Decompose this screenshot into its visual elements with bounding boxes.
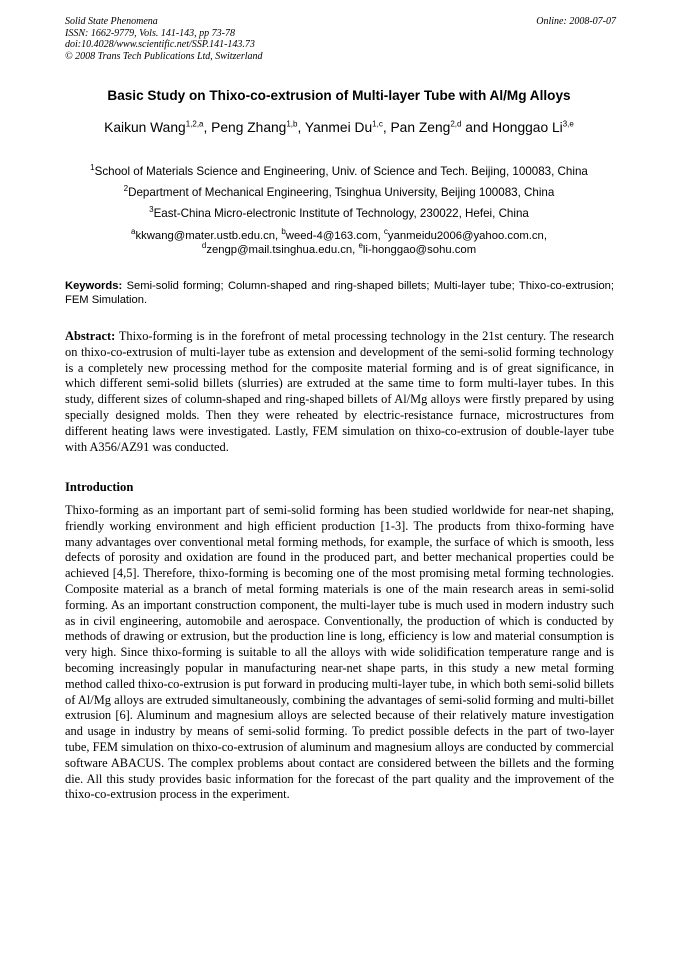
issn-line: ISSN: 1662-9779, Vols. 141-143, pp 73-78 [65, 27, 235, 39]
keywords-text: Semi-solid forming; Column-shaped and ring-shaped billets; Multi-layer tube; Thixo-co-extrusion; FEM Simulation. [65, 280, 615, 306]
abstract-label: Abstract: [65, 329, 116, 343]
affiliation-sup: 1 [90, 163, 95, 173]
affiliation-3 [20, 207, 658, 220]
doi-line: doi:10.4028/www.scientific.net/SSP.141-143.73 [65, 39, 255, 50]
author-name: Kaikun Wang [104, 120, 186, 135]
author-name: Yanmei Du [304, 120, 373, 135]
email-sup: a [131, 227, 136, 237]
journal-name: Solid State Phenomena [65, 16, 158, 27]
author-list [90, 118, 588, 138]
email-address: zengp@mail.tsinghua.edu.cn, [206, 244, 359, 256]
affiliation-sup: 2 [123, 184, 129, 194]
email-address: yanmeidu2006@yahoo.com.cn, [387, 230, 547, 242]
email-sup: d [201, 241, 207, 251]
affiliation-text: Department of Mechanical Engineering, Tsinghua University, Beijing 100083, China [128, 186, 555, 199]
author-sup: 3,e [562, 119, 574, 129]
author-sep: and [461, 120, 493, 135]
author-sep: , [382, 120, 391, 135]
affiliation-text: East-China Micro-electronic Institute of Technology, 230022, Hefei, China [153, 207, 529, 220]
email-line-1 [40, 229, 638, 243]
email-sup: e [358, 241, 363, 251]
author-sup: 2,d [450, 119, 462, 129]
email-address: kkwang@mater.ustb.edu.cn, [135, 230, 282, 242]
abstract-text: Thixo-forming is in the forefront of metal processing technology in the 21st century. The research on thixo-co-extrusion of multi-layer tube as extension and development of the semi-solid forming technology is a completely new processing method for the composite material forming and is of great significance, in which different semi-solid billets (slurries) are extruded at the same time to form multi-layer tubes. In this study, different sizes of column-shaped and ring-shaped billets of Al/Mg alloys were firstly prepared by using specially designed molds. Then they were reheated by electric-resistance furnace, microstructures from different heating laws were investigated. Lastly, FEM simulation on thixo-co-extrusion of double-layer tube with A356/AZ91 was conducted. [65, 329, 614, 454]
paper-title: Basic Study on Thixo-co-extrusion of Multi-layer Tube with Al/Mg Alloys [107, 88, 571, 103]
email-line-2 [40, 243, 638, 257]
affiliation-sup: 3 [149, 205, 154, 215]
keywords-label: Keywords: [65, 280, 123, 292]
author-sep: , [297, 120, 305, 135]
author-name: Honggao Li [492, 120, 563, 135]
affiliation-1 [20, 165, 658, 178]
author-sep: , [203, 120, 212, 135]
author-sup: 1,c [372, 119, 383, 129]
section-heading-introduction: Introduction [65, 480, 134, 494]
email-sup: c [383, 227, 388, 237]
journal-header [65, 16, 616, 62]
author-sup: 1,b [286, 119, 298, 129]
copyright-line: © 2008 Trans Tech Publications Ltd, Switzerland [65, 50, 263, 62]
abstract-block [65, 329, 614, 455]
introduction-paragraph: Thixo-forming as an important part of semi-solid forming has been studied worldwide for near-net shaping, friendly working environment and high efficient production [1-3]. The products from thixo-forming have many advantages over conventional metal forming methods, for example, the surface of which is smooth, less defects of porosity and oxidation are found in the produced part, and better mechanical properties could be achieved [4,5]. Therefore, thixo-forming is becoming one of the most promising metal forming technologies. Composite material as a branch of metal forming materials is one of the main research areas in semi-solid forming. As an important construction component, the multi-layer tube is much used in modern industry such as in civil engineering, automobile and aerospace. Conventionally, the production of which is conducted by methods of drawing or extrusion, but the production line is long, efficiency is low and material consumption is very high. Since thixo-forming is suitable to all the alloys with wide solidification temperature range and is becoming increasingly popular in manufacturing near-net shape parts, in this study a new metal forming method called thixo-co-extrusion is put forward in producing multi-layer tube, in which both semi-solid billets of Al/Mg alloys are extruded simultaneously, combining the advantages of semi-solid forming and multi-billet extrusion [6]. Aluminum and magnesium alloys are selected because of their relatively mature investigation and usage in industry by means of semi-solid forming. To predict possible defects in the part of two-layer tube, FEM simulation on thixo-co-extrusion of aluminum and magnesium alloys are conducted by commercial software ABACUS. The complex problems about contact are considered between the billets and the forming die. All this study provides basic information for the forecast of the part quality and the improvement of the thixo-co-extrusion process in the experiment. [65, 503, 614, 802]
email-address: weed-4@163.com, [285, 230, 384, 242]
affiliation-text: School of Materials Science and Engineering, Univ. of Science and Tech. Beijing, 100083, China [94, 165, 588, 178]
author-name: Peng Zhang [211, 120, 287, 135]
email-address: li-honggao@sohu.com [362, 244, 477, 256]
email-sup: b [281, 227, 286, 237]
keywords-block [65, 279, 614, 307]
affiliation-2 [20, 186, 658, 199]
email-list [40, 229, 638, 257]
online-date: Online: 2008-07-07 [536, 16, 616, 27]
author-name: Pan Zeng [390, 120, 451, 135]
author-sup: 1,2,a [185, 119, 204, 129]
